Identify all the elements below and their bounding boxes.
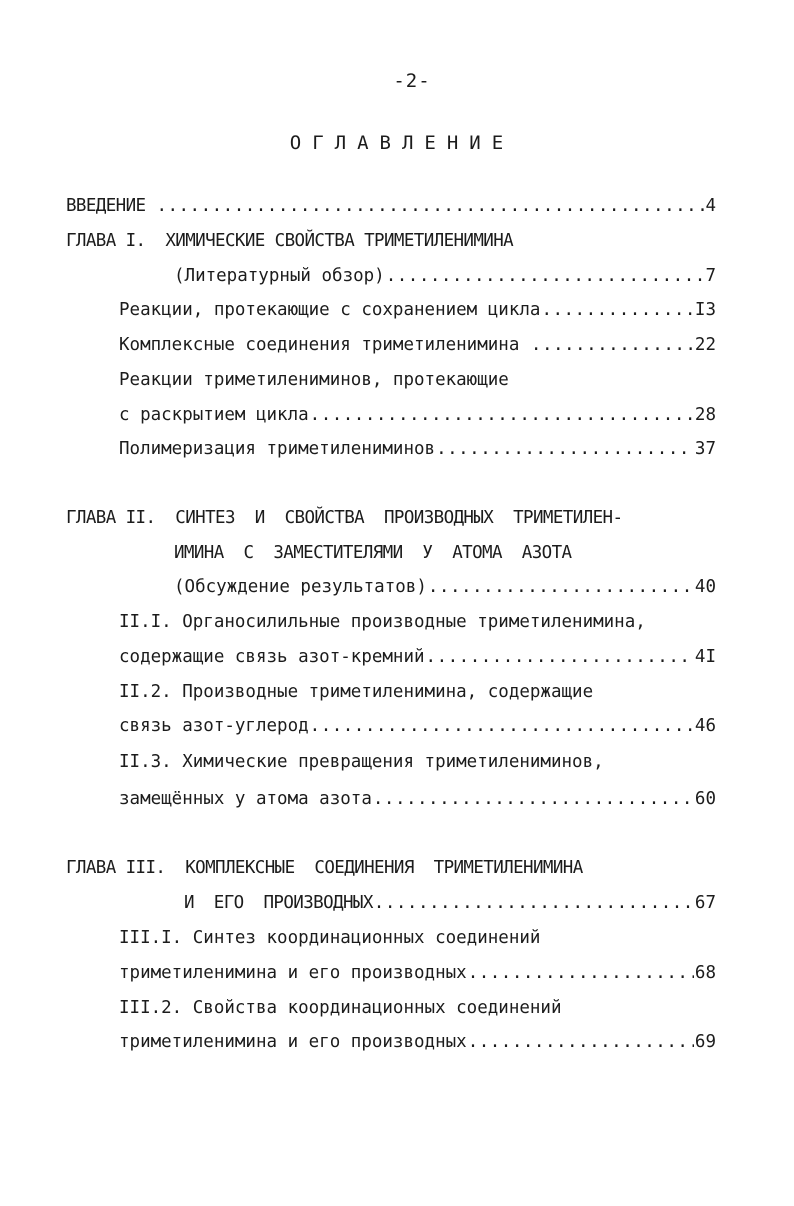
toc-entry-1-2: [119, 333, 716, 357]
toc-entry-page: 37: [694, 439, 716, 459]
chapter-1-title: [66, 229, 513, 253]
dot-leader: [310, 403, 694, 427]
dot-leader: [386, 264, 705, 288]
toc-entry-title: II.3. Химические превращения триметилениминов,: [119, 752, 604, 772]
toc-entry-title: (Обсуждение результатов): [174, 577, 427, 597]
dot-leader: [541, 298, 693, 322]
toc-entry-page: 4I: [694, 647, 716, 667]
chapter-1-title-text: ГЛАВА I. ХИМИЧЕСКИЕ СВОЙСТВА ТРИМЕТИЛЕНИМИНА: [66, 231, 514, 251]
toc-entry-page: 60: [694, 789, 716, 809]
chapter-1-subtitle-entry: [174, 264, 716, 288]
dot-leader: [468, 961, 694, 985]
toc-entry-title: III.I. Синтез координационных соединений: [119, 928, 541, 948]
page-number: -2-: [393, 70, 431, 92]
dot-leader: [373, 787, 694, 811]
dot-leader: [428, 575, 694, 599]
toc-entry-title: с раскрытием цикла: [119, 405, 309, 425]
toc-entry-2-2-line2: [119, 714, 716, 738]
toc-entry-title: триметиленимина и его производных: [119, 1032, 467, 1052]
dot-leader: [436, 437, 694, 461]
toc-entry-intro: [66, 194, 716, 218]
chapter-2-title-text: ГЛАВА II. СИНТЕЗ И СВОЙСТВА ПРОИЗВОДНЫХ ТРИМЕТИЛЕН-: [66, 508, 623, 528]
toc-entry-title: III.2. Свойства координационных соединений: [119, 998, 562, 1018]
toc-entry-2-3-line2: [119, 787, 716, 811]
toc-entry-2-2-line1: [119, 680, 593, 704]
toc-entry-2-3-line1: [119, 750, 604, 774]
toc-entry-page: 46: [694, 716, 716, 736]
dot-leader: [468, 1030, 694, 1054]
toc-entry-page: I3: [694, 300, 716, 320]
toc-entry-page: 7: [705, 266, 716, 286]
toc-entry-1-3-line1: [119, 368, 509, 392]
chapter-2-subtitle-entry: [174, 575, 716, 599]
toc-entry-title: Полимеризация триметилениминов: [119, 439, 436, 459]
toc-entry-3-2-line1: [119, 996, 562, 1020]
toc-entry-page: 4: [705, 196, 716, 216]
toc-entry-title: содержащие связь азот-кремний: [119, 647, 425, 667]
toc-entry-3-1-line2: [119, 961, 716, 985]
toc-entry-page: 40: [694, 577, 716, 597]
toc-entry-title: Комплексные соединения триметиленимина: [119, 335, 530, 355]
toc-entry-1-3-line2: [119, 403, 716, 427]
toc-entry-title: II.I. Органосилильные производные триметиленимина,: [119, 612, 646, 632]
toc-entry-title: связь азот-углерод: [119, 716, 309, 736]
dot-leader: [426, 645, 694, 669]
toc-entry-page: 68: [694, 963, 716, 983]
toc-entry-title: II.2. Производные триметиленимина, содержащие: [119, 682, 594, 702]
chapter-3-title-text: ГЛАВА III. КОМПЛЕКСНЫЕ СОЕДИНЕНИЯ ТРИМЕТИЛЕНИМИНА: [66, 858, 583, 878]
toc-entry-page: 22: [694, 335, 716, 355]
toc-entry-3-1-line1: [119, 926, 540, 950]
toc-entry-page: 28: [694, 405, 716, 425]
toc-entry-1-1: [119, 298, 716, 322]
toc-entry-title: замещённых у атома азота: [119, 789, 372, 809]
toc-entry-3-2-line2: [119, 1030, 716, 1054]
chapter-2-title-line1: [66, 506, 622, 530]
toc-entry-page: 67: [694, 893, 716, 913]
toc-entry-title: (Литературный обзор): [174, 266, 385, 286]
toc-entry-title: триметиленимина и его производных: [119, 963, 467, 983]
chapter-2-title-text: ИМИНА С ЗАМЕСТИТЕЛЯМИ У АТОМА АЗОТА: [174, 543, 572, 563]
toc-entry-title: И ЕГО ПРОИЗВОДНЫХ: [184, 893, 373, 913]
toc-entry-page: 69: [694, 1032, 716, 1052]
toc-entry-2-1-line1: [119, 610, 646, 634]
toc-entry-title: Реакции триметилениминов, протекающие: [119, 370, 509, 390]
toc-entry-title: ВВЕДЕНИЕ: [66, 196, 156, 216]
toc-entry-title: Реакции, протекающие с сохранением цикла: [119, 300, 541, 320]
toc-entry-2-1-line2: [119, 645, 716, 669]
dot-leader: [374, 891, 694, 915]
dot-leader: [156, 194, 704, 218]
chapter-3-title-line2-entry: [184, 891, 716, 915]
chapter-3-title-line1: [66, 856, 583, 880]
chapter-2-title-line2: [174, 541, 571, 565]
toc-entry-1-4: [119, 437, 716, 461]
dot-leader: [310, 714, 694, 738]
toc-heading: ОГЛАВЛЕНИЕ: [289, 132, 515, 154]
dot-leader: [531, 333, 694, 357]
